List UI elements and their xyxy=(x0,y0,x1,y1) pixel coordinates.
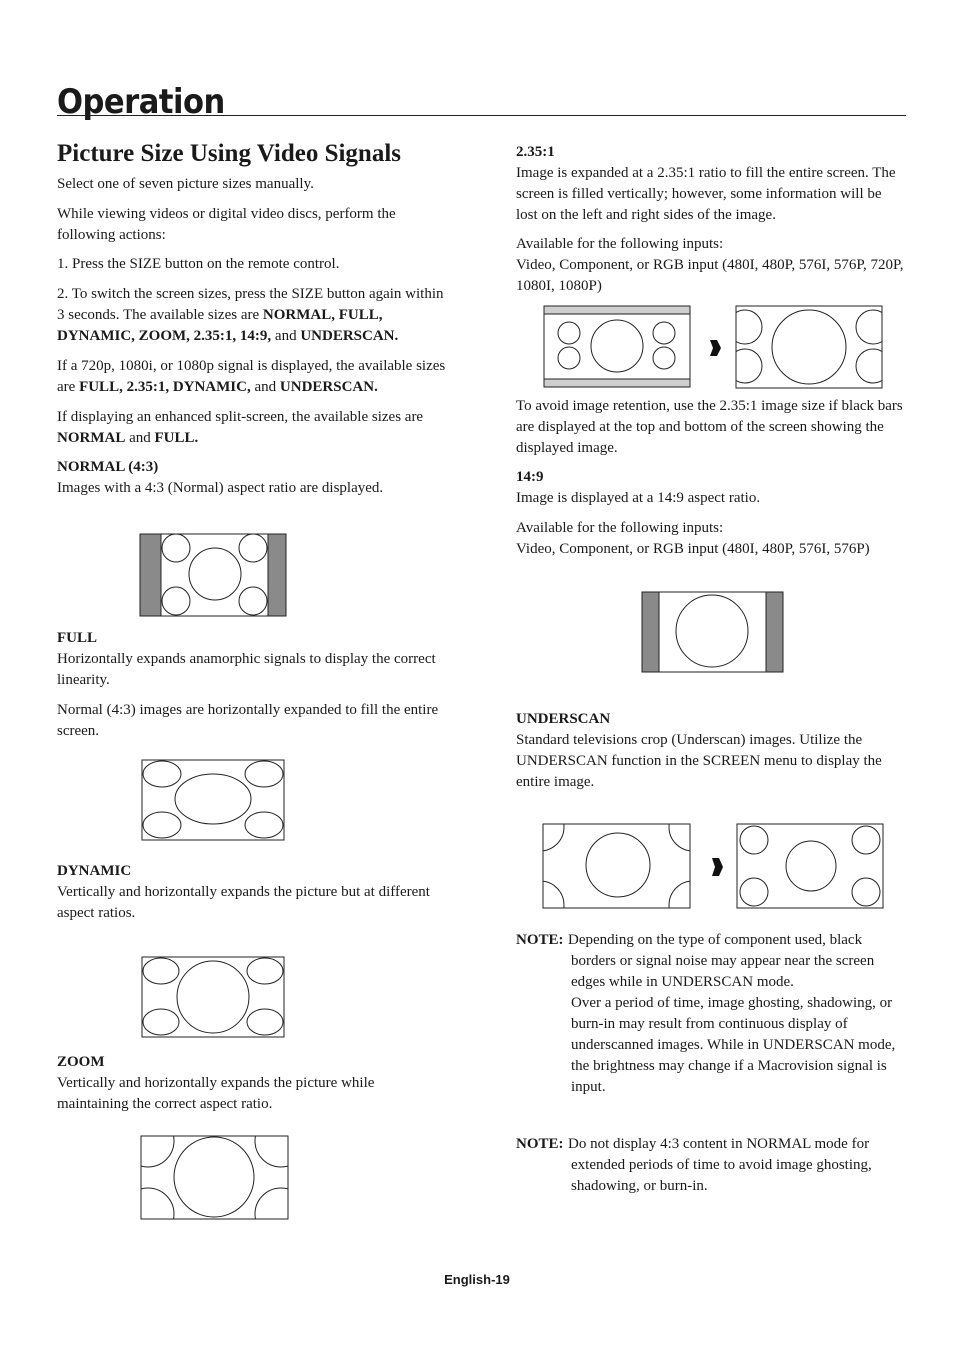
r235-retention-text: To avoid image retention, use the 2.35:1 image size if black bars are displayed at the top and bottom of the screen showing the displayed image. xyxy=(516,398,903,456)
r235-inputs: Video, Component, or RGB input (480I, 480P, 576I, 576P, 720P, 1080I, 1080P) xyxy=(516,257,904,294)
r235-text: Image is expanded at a 2.35:1 ratio to fill the entire screen. The screen is filled vertically; however, some information will be lost on the left and right sides of the image. xyxy=(516,165,896,223)
note-text-2: Over a period of time, image ghosting, shadowing, or burn-in may result from continuous display of underscanned images. While in UNDERSCAN mode, the brightness may change if a Macrovision signal is input. xyxy=(571,995,896,1095)
underscan-heading: UNDERSCAN xyxy=(516,711,611,727)
page-footer: English-19 xyxy=(444,1272,510,1287)
zoom-heading: ZOOM xyxy=(57,1054,105,1070)
arrow-right-icon xyxy=(710,857,724,877)
normal-heading: NORMAL (4:3) xyxy=(57,459,159,475)
note-normal-mode xyxy=(516,1134,906,1214)
zoom-figure xyxy=(140,1135,289,1220)
intro-text: Select one of seven picture sizes manually. xyxy=(57,176,314,192)
r235-before-figure xyxy=(543,305,691,388)
full-text: Horizontally expands anamorphic signals to display the correct linearity. xyxy=(57,651,436,688)
note-text: Depending on the type of component used, black borders or signal noise may appear near the screen edges while in UNDERSCAN mode. xyxy=(568,932,875,990)
note-label: NOTE: xyxy=(516,932,564,948)
step-1: 1. Press the SIZE button on the remote control. xyxy=(57,256,340,272)
intro-text-2: While viewing videos or digital video discs, perform the following actions: xyxy=(57,206,396,243)
arrow-right-icon xyxy=(708,339,722,357)
full-heading: FULL xyxy=(57,630,98,646)
split-screen-text: If displaying an enhanced split-screen, the available sizes are NORMAL and FULL. xyxy=(57,409,424,446)
r235-after-figure xyxy=(735,305,883,389)
dynamic-text: Vertically and horizontally expands the picture but at different aspect ratios. xyxy=(57,884,430,921)
underscan-before-figure xyxy=(542,823,691,909)
note-text: Do not display 4:3 content in NORMAL mode for extended periods of time to avoid image ghosting, shadowing, or burn-in. xyxy=(568,1136,872,1194)
dynamic-heading: DYNAMIC xyxy=(57,863,132,879)
r149-text: Image is displayed at a 14:9 aspect ratio. xyxy=(516,490,761,506)
note-underscan xyxy=(516,930,906,1110)
full-text-2: Normal (4:3) images are horizontally expanded to fill the entire screen. xyxy=(57,702,439,739)
r149-inputs: Video, Component, or RGB input (480I, 480P, 576I, 576P) xyxy=(516,541,870,557)
full-figure xyxy=(141,759,285,841)
hd-signal-text: If a 720p, 1080i, or 1080p signal is displayed, the available sizes are FULL, 2.35:1, DYNAMIC, and UNDERSCAN. xyxy=(57,358,446,395)
title-rule xyxy=(57,115,906,116)
r149-inputs-label: Available for the following inputs: xyxy=(516,520,724,536)
underscan-text: Standard televisions crop (Underscan) images. Utilize the UNDERSCAN function in the SCREEN menu to display the entire image. xyxy=(516,732,882,790)
underscan-after-figure xyxy=(736,823,884,909)
step-2: 2. To switch the screen sizes, press the SIZE button again within 3 seconds. The available sizes are NORMAL, FULL, DYNAMIC, ZOOM, 2.35:1, 14:9, and UNDERSCAN. xyxy=(57,286,444,344)
note-label: NOTE: xyxy=(516,1136,564,1152)
r149-heading: 14:9 xyxy=(516,469,544,485)
zoom-text: Vertically and horizontally expands the picture while maintaining the correct aspect ratio. xyxy=(57,1075,375,1112)
normal-figure xyxy=(139,533,287,617)
normal-text: Images with a 4:3 (Normal) aspect ratio are displayed. xyxy=(57,480,384,496)
dynamic-figure xyxy=(141,956,285,1038)
section-heading: Picture Size Using Video Signals xyxy=(57,140,402,167)
r235-inputs-label: Available for the following inputs: xyxy=(516,236,724,252)
r235-heading: 2.35:1 xyxy=(516,144,555,160)
r149-figure xyxy=(641,591,784,673)
page-title: Operation xyxy=(57,82,225,122)
